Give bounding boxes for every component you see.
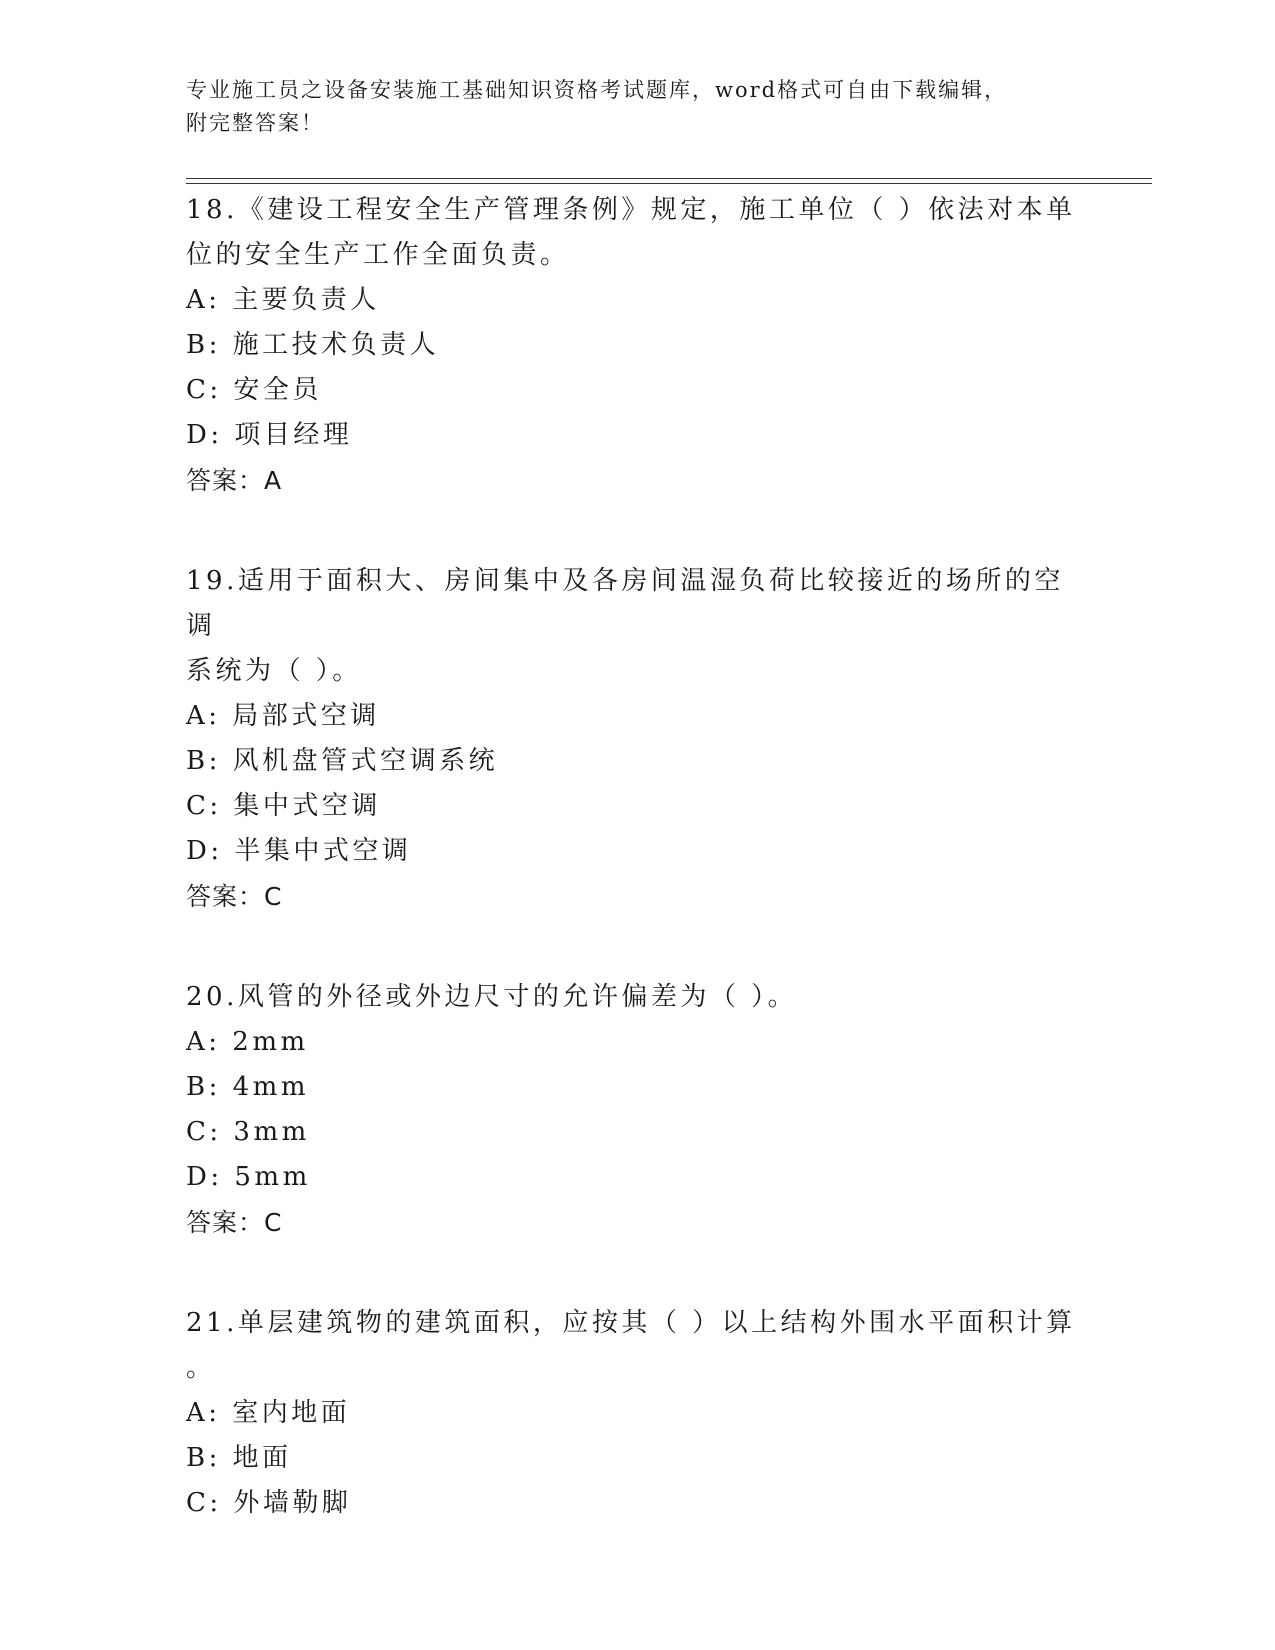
question-stem-line: 位的安全生产工作全面负责。 [186, 240, 570, 270]
option-c: C: 集中式空调 [186, 791, 381, 821]
option-a: A: 室内地面 [186, 1398, 351, 1428]
question-stem-line: 21.单层建筑物的建筑面积，应按其（ ）以上结构外围水平面积计算 [186, 1308, 1076, 1338]
option-a: A: 局部式空调 [186, 701, 380, 731]
header-line-1: 专业施工员之设备安装施工基础知识资格考试题库，word格式可自由下载编辑， [186, 78, 1008, 102]
option-b: B: 施工技术负责人 [186, 330, 440, 360]
question-list [186, 188, 1086, 1526]
option-d: D: 5mm [186, 1162, 311, 1192]
option-c: C: 安全员 [186, 375, 322, 405]
option-b: B: 风机盘管式空调系统 [186, 746, 499, 776]
question-stem-line: 18.《建设工程安全生产管理条例》规定，施工单位（ ）依法对本单 [186, 195, 1076, 225]
answer-line: 答案：A [186, 466, 283, 495]
answer-line: 答案：C [186, 882, 283, 911]
option-a: A: 2mm [186, 1027, 309, 1057]
question-20 [186, 975, 1086, 1245]
question-stem-line: 20.风管的外径或外边尺寸的允许偏差为（ ）。 [186, 982, 798, 1012]
option-b: B: 地面 [186, 1443, 292, 1473]
header-divider-top [186, 178, 1152, 179]
header-divider-bottom [186, 183, 1152, 184]
question-stem-line: 19.适用于面积大、房间集中及各房间温湿负荷比较接近的场所的空调 [186, 566, 1064, 641]
header-line-2: 附完整答案！ [186, 111, 324, 135]
answer-line: 答案：C [186, 1208, 283, 1237]
question-19 [186, 559, 1086, 919]
option-a: A: 主要负责人 [186, 285, 380, 315]
option-c: C: 3mm [186, 1117, 310, 1147]
option-c: C: 外墙勒脚 [186, 1488, 352, 1518]
document-header [186, 74, 1086, 140]
option-d: D: 半集中式空调 [186, 836, 412, 866]
option-b: B: 4mm [186, 1072, 309, 1102]
question-18 [186, 188, 1086, 503]
question-stem-line: 。 [186, 1353, 216, 1383]
question-21 [186, 1301, 1086, 1526]
option-d: D: 项目经理 [186, 420, 353, 450]
question-stem-line: 系统为（ ）。 [186, 656, 362, 686]
